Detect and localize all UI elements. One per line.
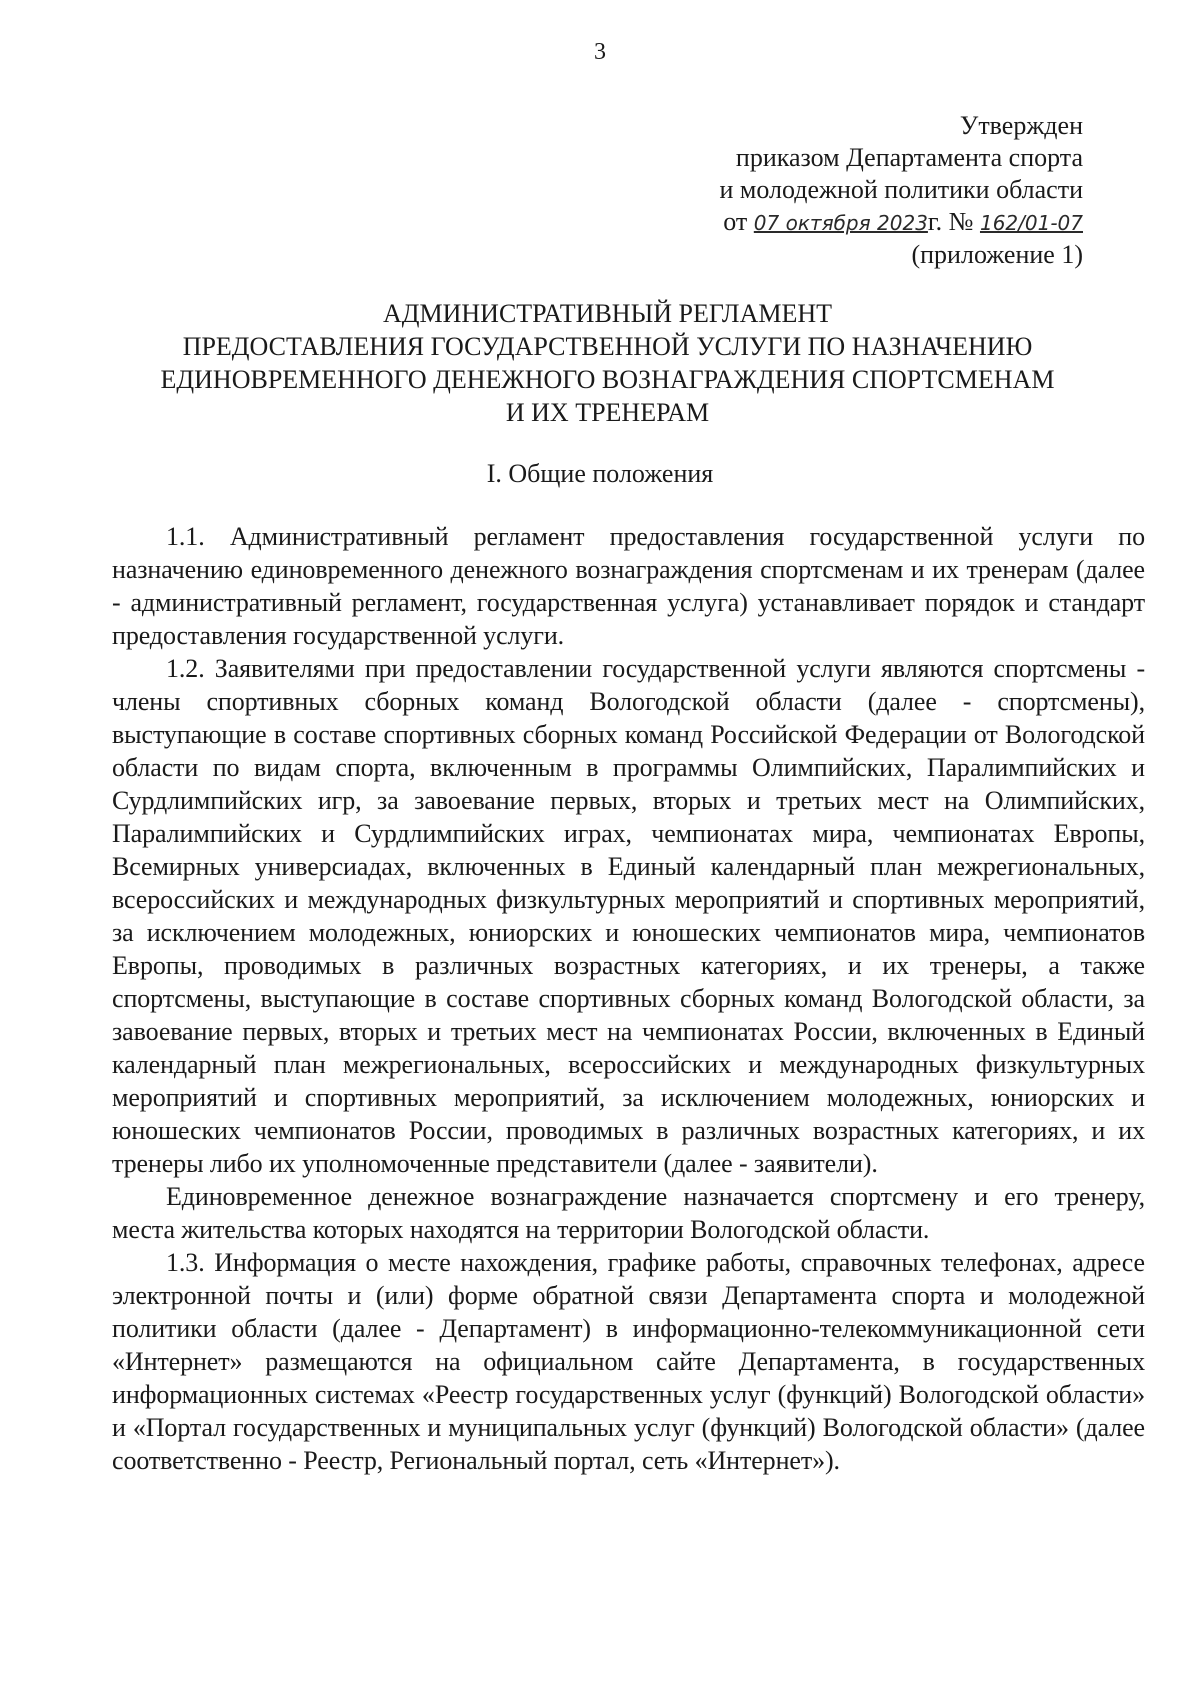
page-number: 3 [594, 39, 606, 65]
paragraph-1-2: 1.2. Заявителями при предоставлении государственной услуги являются спортсмены - члены спортивных сборных команд Вологодской области (далее - спортсмены), выступающие в составе спортивных сборных команд Российской Федерации от Вологодской области по видам спорта, включенным в программы Олимпийских, Паралимпийских и Сурдлимпийских игр, за завоевание первых, вторых и третьих мест на Олимпийских, Паралимпийских и Сурдлимпийских играх, чемпионатах мира, чемпионатах Европы, Всемирных универсиадах, включенных в Единый календарный план межрегиональных, всероссийских и международных физкультурных мероприятий и спортивных мероприятий, за исключением молодежных, юниорских и юношеских чемпионатов мира, чемпионатов Европы, проводимых в различных возрастных категориях, и их тренеры, а также спортсмены, выступающие в составе спортивных сборных команд Вологодской области, за завоевание первых, вторых и третьих мест на чемпионатах России, включенных в Единый календарный план межрегиональных, всероссийских и международных физкультурных мероприятий и спортивных мероприятий, за исключением молодежных, юниорских и юношеских чемпионатов России, проводимых в различных возрастных категориях, и их тренеры либо их уполномоченные представители (далее - заявители). [112, 654, 1145, 1178]
title-line-1: АДМИНИСТРАТИВНЫЙ РЕГЛАМЕНТ [382, 299, 833, 328]
approval-line-department: и молодежной политики области [719, 175, 1083, 204]
title-line-3: ЕДИНОВРЕМЕННОГО ДЕНЕЖНОГО ВОЗНАГРАЖДЕНИЯ СПОРТСМЕНАМ [160, 365, 1055, 394]
approval-line-order: приказом Департамента спорта [735, 143, 1083, 172]
title-line-4: И ИХ ТРЕНЕРАМ [505, 398, 710, 427]
handwritten-order-number: 162/01-07 [979, 211, 1083, 235]
approval-block [563, 110, 1083, 271]
paragraph-1-1: 1.1. Административный регламент предоставления государственной услуги по назначению единовременного денежного вознаграждения спортсменам и их тренерам (далее - административный регламент, государственная услуга) устанавливает порядок и стандарт предоставления государственной услуги. [112, 522, 1145, 650]
document-title [125, 297, 1090, 429]
title-line-2: ПРЕДОСТАВЛЕНИЯ ГОСУДАРСТВЕННОЙ УСЛУГИ ПО НАЗНАЧЕНИЮ [182, 332, 1033, 361]
approval-line-approved: Утвержден [959, 111, 1083, 140]
from-label: от [723, 207, 748, 236]
paragraph-1-3: 1.3. Информация о месте нахождения, графике работы, справочных телефонах, адресе электронной почты и (или) форме обратной связи Департамента спорта и молодежной политики области (далее - Департамент) в информационно-телекоммуникационной сети «Интернет» размещаются на официальном сайте Департамента, в государственных информационных системах «Реестр государственных услуг (функций) Вологодской области» и «Портал государственных и муниципальных услуг (функций) Вологодской области» (далее соответственно - Реестр, Региональный портал, сеть «Интернет»). [112, 1248, 1145, 1475]
paragraph-1-2-continuation: Единовременное денежное вознаграждение назначается спортсмену и его тренеру, места жительства которых находятся на территории Вологодской области. [112, 1182, 1145, 1244]
appendix-label: (приложение 1) [911, 240, 1083, 269]
approval-line-date-number [563, 206, 1083, 239]
year-suffix: г. [927, 207, 943, 236]
section-heading: I. Общие положения [486, 459, 714, 488]
number-label: № [948, 207, 974, 236]
document-body [112, 520, 1145, 1477]
handwritten-date: 07 октября 2023 [753, 211, 928, 235]
